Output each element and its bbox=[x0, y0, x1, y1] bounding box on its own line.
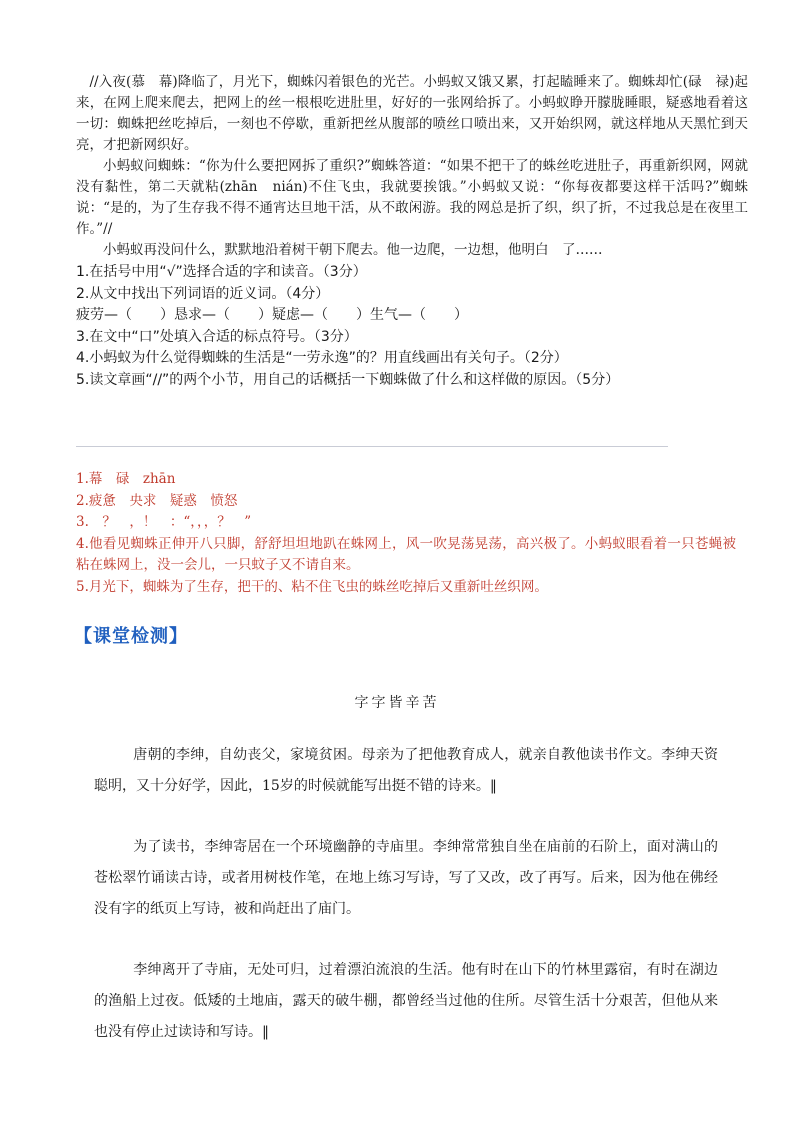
story-paragraph-2: 为了读书，李绅寄居在一个环境幽静的寺庙里。李绅常常独自坐在庙前的石阶上，面对满山的苍松翠竹诵读古诗，或者用树枝作笔，在地上练习写诗，写了又改，改了再写。后来，因为他在佛经没有字的纸页上写诗，被和尚赶出了庙门。 bbox=[94, 839, 718, 917]
question-5: 5.读文章画“//”的两个小节，用自己的话概括一下蜘蛛做了什么和这样做的原因。（5分） bbox=[76, 371, 620, 388]
answer-2: 2.疲惫 央求 疑惑 愤怒 bbox=[76, 492, 238, 509]
reading-passage bbox=[76, 72, 748, 261]
story-paragraph-1: 唐朝的李绅，自幼丧父，家境贫困。母亲为了把他教育成人，就亲自教他读书作文。李绅天资聪明，又十分好学，因此，15岁的时候就能写出挺不错的诗来。‖ bbox=[94, 747, 718, 794]
question-4: 4.小蚂蚁为什么觉得蜘蛛的生活是“一劳永逸”的？用直线画出有关句子。（2分） bbox=[76, 350, 568, 366]
answer-4: 4.他看见蜘蛛正伸开八只脚，舒舒坦坦地趴在蛛网上，风一吹晃荡晃荡，高兴极了。小蚂蚁眼看着一只苍蝇被粘在蛛网上，没一会儿，一只蚊子又不请自来。 bbox=[76, 535, 736, 573]
story-title: 字字皆辛苦 bbox=[354, 695, 440, 711]
answer-3: 3. ？ ，！ ：“，，，？ ” bbox=[76, 514, 252, 530]
section-heading: 【课堂检测】 bbox=[74, 626, 188, 647]
question-2: 2.从文中找出下列词语的近义词。（4分） bbox=[76, 285, 330, 302]
section-divider bbox=[76, 446, 668, 447]
passage-paragraph-3: 小蚂蚁再没问什么，默默地沿着树干朝下爬去。他一边爬，一边想，他明白 了…… bbox=[103, 242, 603, 258]
question-list bbox=[76, 262, 776, 391]
answer-1: 1.幕 碌 zhān bbox=[76, 471, 176, 487]
question-1: 1.在括号中用“√”选择合适的字和读音。（3分） bbox=[76, 264, 367, 280]
passage-paragraph-2: 小蚂蚁问蜘蛛：“你为什么要把网拆了重织?”蜘蛛答道：“如果不把干了的蛛丝吃进肚子，再重新织网，网就没有黏性，第二天就粘(zhān nián)不住飞虫，我就要挨饿。”小蚂蚁又说：“你每夜都要这样干活吗?”蜘蛛说：“是的，为了生存我不得不通宵达旦地干活，从不敢闲游。我的网总是折了织，织了折，不过我总是在夜里工作。”// bbox=[76, 158, 748, 237]
answer-key bbox=[76, 469, 736, 598]
passage-paragraph-1: //入夜(慕 幕)降临了，月光下，蜘蛛闪着银色的光芒。小蚂蚁又饿又累，打起瞌睡来了。蜘蛛却忙(碌 禄)起来，在网上爬来爬去，把网上的丝一根根吃进肚里，好好的一张网给拆了。小蚂蚁睁开朦胧睡眼，疑惑地看着这一切：蜘蛛把丝吃掉后，一刻也不停歇，重新把丝从腹部的喷丝口喷出来，又开始织网，就这样地从天黑忙到天亮，才把新网织好。 bbox=[76, 74, 748, 153]
story-paragraph-3: 李绅离开了寺庙，无处可归，过着漂泊流浪的生活。他有时在山下的竹林里露宿，有时在湖边的渔船上过夜。低矮的土地庙，露天的破牛棚，都曾经当过他的住所。尽管生活十分艰苦，但他从来也没有停止过读诗和写诗。‖ bbox=[94, 962, 718, 1040]
answer-5: 5.月光下，蜘蛛为了生存，把干的、粘不住飞虫的蛛丝吃掉后又重新吐丝织网。 bbox=[76, 578, 548, 595]
question-2-blanks: 疲劳—（ ）恳求—（ ）疑虑—（ ）生气—（ ） bbox=[76, 307, 468, 323]
story-text bbox=[94, 740, 718, 1078]
question-3: 3.在文中“口”处填入合适的标点符号。（3分） bbox=[76, 328, 358, 345]
